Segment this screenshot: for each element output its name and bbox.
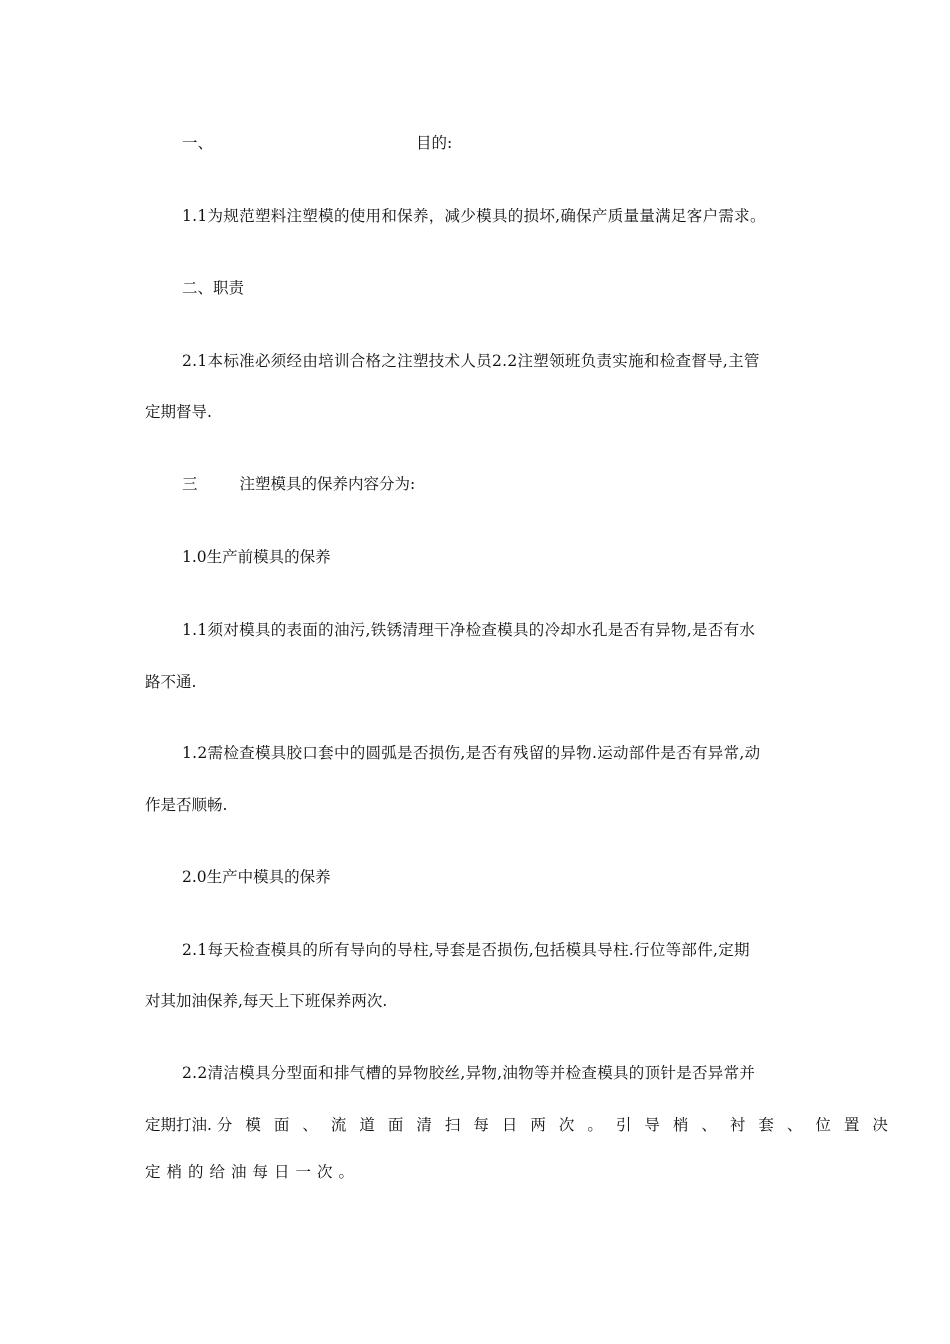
section-number: 三 [182,475,198,493]
section-heading-duties: 二、职责 [182,279,245,297]
paragraph-2-1b-line-1: 2.1每天检查模具的所有导向的导柱,导套是否损伤,包括模具导柱.行位等部件,定期 [182,941,750,959]
paragraph-2-2-line-1: 2.2清洁模具分型面和排气槽的异物胶丝,异物,油物等并检查模具的顶针是否异常并 [182,1064,756,1082]
paragraph-1-1b-line-1: 1.1须对模具的表面的油污,铁锈清理干净检查模具的冷却水孔是否有异物,是否有水 [182,621,756,639]
paragraph-2-2-line-3: 定梢的给油每日一次。 [145,1163,361,1181]
paragraph-1-1: 1.1为规范塑料注塑模的使用和保养，减少模具的损坏,确保产质量量满足客户需求。 [182,207,766,225]
paragraph-1-2-line-1: 1.2需检查模具胶口套中的圆弧是否损伤,是否有残留的异物.运动部件是否有异常,动 [182,744,761,762]
subsection-2-0: 2.0生产中模具的保养 [182,868,331,886]
section-number: 一、 [182,134,214,152]
section-heading-maintenance [182,474,810,494]
section-title: 目的: [416,134,453,152]
paragraph-2-1-line-1: 2.1本标准必须经由培训合格之注塑技术人员2.2注塑领班负责实施和检查督导,主管 [182,352,760,370]
paragraph-2-1-line-2: 定期督导. [145,403,212,421]
paragraph-1-2-line-2: 作是否顺畅. [145,796,228,814]
paragraph-1-1b-line-2: 路不通. [145,673,197,691]
subsection-1-0: 1.0生产前模具的保养 [182,548,331,566]
paragraph-2-1b-line-2: 对其加油保养,每天上下班保养两次. [145,992,388,1010]
section-heading-purpose [182,133,810,153]
section-title: 注塑模具的保养内容分为: [239,475,416,493]
paragraph-2-2-line-2 [145,1115,901,1135]
paragraph-2-2-line-2-text: 定期打油. 分模面、流道面清扫每日两次。引导梢、衬套、位置决 [145,1116,901,1134]
